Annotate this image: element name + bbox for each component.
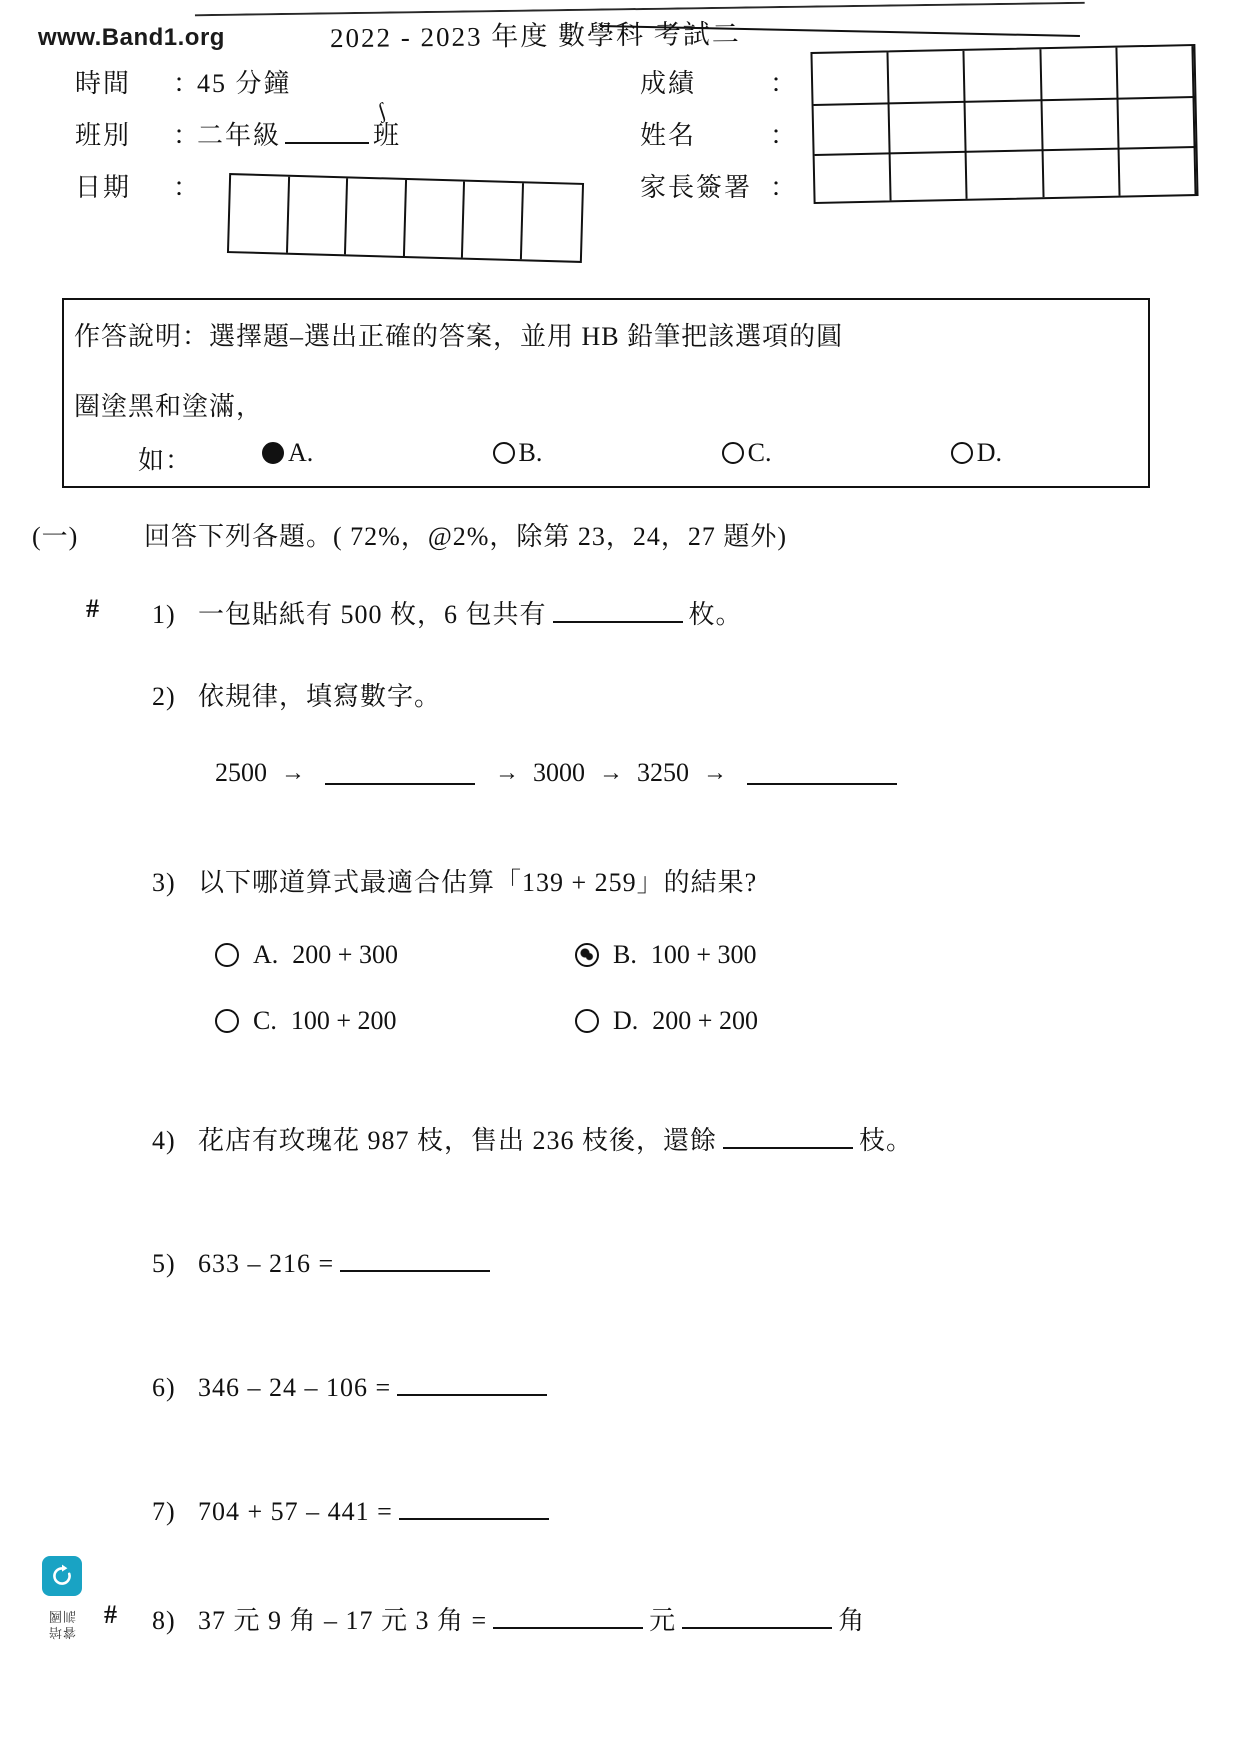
sample-bubble-options — [262, 438, 1002, 468]
question-4-answer-blank[interactable] — [723, 1125, 853, 1149]
question-3-option-d-expr: 200 + 200 — [652, 1006, 758, 1035]
arrow-right-icon: → — [703, 759, 727, 786]
seq-blank-1[interactable] — [325, 761, 475, 785]
question-3-option-row-1 — [215, 940, 935, 970]
seq-value-1: 2500 — [215, 758, 267, 787]
question-1-text-before: 一包貼紙有 500 枚，6 包共有 — [198, 600, 547, 629]
field-name-colon: ： — [770, 121, 799, 150]
question-2-sequence — [215, 758, 903, 788]
question-2-number: 2) — [152, 682, 176, 711]
question-4-number: 4) — [152, 1126, 176, 1155]
sample-option-b[interactable] — [493, 438, 543, 468]
question-3-option-d-letter: D. — [613, 1006, 639, 1035]
instruction-line-3: 如： — [138, 446, 193, 475]
section-text: 回答下列各題。( 72%，@2%，除第 23，24，27 題外) — [144, 522, 788, 551]
question-3-option-c-letter: C. — [253, 1006, 277, 1035]
field-name — [640, 110, 798, 162]
question-7 — [152, 1496, 555, 1527]
field-parent-signature-label: 家長簽署 — [640, 173, 753, 202]
question-4-text-before: 花店有玫瑰花 987 枝，售出 236 枝後，還餘 — [198, 1126, 718, 1155]
arrow-right-icon: → — [281, 759, 305, 786]
q8-hash-marker: # — [104, 1600, 117, 1629]
seq-blank-2[interactable] — [747, 761, 897, 785]
question-6-number: 6) — [152, 1373, 176, 1402]
refresh-badge[interactable] — [42, 1556, 82, 1596]
sample-option-a[interactable] — [262, 438, 313, 468]
question-3-option-b-expr: 100 + 300 — [650, 940, 757, 969]
field-time — [75, 58, 401, 110]
question-3-option-d[interactable] — [575, 1006, 935, 1036]
question-8-answer-blank-2[interactable] — [682, 1605, 832, 1629]
question-5-answer-blank[interactable] — [340, 1248, 490, 1272]
question-8-unit-1: 元 — [649, 1606, 677, 1635]
name-answer-grid[interactable] — [810, 44, 1198, 204]
sample-option-a-label: A. — [288, 438, 314, 467]
field-date-label: 日期 — [75, 173, 132, 202]
bubble-empty-icon[interactable] — [575, 1009, 599, 1033]
question-3-number: 3) — [152, 868, 176, 897]
sample-option-c[interactable] — [722, 438, 772, 468]
question-1 — [152, 594, 743, 631]
field-class-blank[interactable] — [285, 122, 369, 144]
question-3-text: 以下哪道算式最適合估算「139 + 259」的結果? — [198, 868, 758, 897]
field-score-label: 成績 — [640, 69, 697, 98]
field-parent-signature-colon: ： — [770, 173, 799, 202]
question-3-option-a-letter: A. — [253, 940, 279, 969]
field-class-suffix: 班 — [373, 121, 402, 150]
section-number: (一) — [32, 522, 79, 551]
bubble-empty-icon[interactable] — [722, 442, 744, 464]
question-6-text: 346 – 24 – 106 = — [198, 1373, 392, 1402]
question-6 — [152, 1372, 553, 1403]
field-time-colon: ： — [173, 69, 202, 98]
field-time-value: 45 分鐘 — [197, 69, 292, 98]
arrow-right-icon: → — [495, 759, 519, 786]
question-5-text: 633 – 216 = — [198, 1249, 335, 1278]
question-1-number: 1) — [152, 600, 176, 629]
sample-option-b-label: B. — [518, 438, 543, 467]
field-score — [640, 58, 798, 110]
field-score-colon: ： — [770, 69, 799, 98]
section-heading — [32, 516, 787, 553]
seq-value-3: 3250 — [637, 758, 689, 787]
question-3-options — [215, 940, 935, 1072]
question-3-option-a[interactable] — [215, 940, 575, 970]
question-3-option-b-letter: B. — [613, 940, 637, 969]
question-3 — [152, 862, 757, 899]
field-class-colon: ： — [173, 121, 202, 150]
question-6-answer-blank[interactable] — [397, 1372, 547, 1396]
refresh-icon — [49, 1563, 75, 1589]
question-8-text: 37 元 9 角 – 17 元 3 角 = — [198, 1606, 488, 1635]
question-3-option-b[interactable] — [575, 940, 935, 970]
field-name-label: 姓名 — [640, 121, 697, 150]
pen-stroke-mark: ʃ — [374, 97, 389, 124]
question-8-number: 8) — [152, 1606, 176, 1635]
watermark-text: www.Band1.org — [38, 24, 225, 51]
bubble-empty-icon[interactable] — [215, 1009, 239, 1033]
page-title: 2022 - 2023 年度 數學科 考試二 — [329, 18, 741, 54]
arrow-right-icon: → — [599, 759, 623, 786]
question-1-text-after: 枚。 — [688, 600, 743, 629]
question-8 — [152, 1600, 865, 1637]
question-5-number: 5) — [152, 1249, 176, 1278]
question-8-answer-blank-1[interactable] — [493, 1605, 643, 1629]
instruction-line-2: 圈塗黑和塗滿， — [74, 392, 264, 421]
question-4-text-after: 枝。 — [859, 1126, 914, 1155]
question-7-answer-blank[interactable] — [399, 1496, 549, 1520]
instruction-line-1: 作答說明：選擇題–選出正確的答案，並用 HB 鉛筆把該選項的圓 — [74, 322, 844, 351]
bubble-empty-icon[interactable] — [951, 442, 973, 464]
question-4 — [152, 1120, 913, 1157]
question-8-unit-2: 角 — [838, 1606, 866, 1635]
sample-option-d-label: D. — [976, 438, 1002, 467]
field-class-label: 班別 — [75, 121, 132, 150]
question-3-option-c-expr: 100 + 200 — [290, 1006, 397, 1035]
field-parent-signature — [640, 162, 798, 214]
bubble-empty-icon[interactable] — [215, 943, 239, 967]
question-2 — [152, 676, 441, 713]
question-2-text: 依規律，填寫數字。 — [198, 682, 442, 711]
q1-hash-marker: # — [86, 594, 99, 623]
bubble-filled-icon[interactable] — [262, 442, 284, 464]
field-date-colon: ： — [173, 173, 202, 202]
bubble-empty-icon[interactable] — [493, 442, 515, 464]
badge-caption: 睿培訓國 — [47, 1609, 76, 1640]
seq-value-2: 3000 — [533, 758, 585, 787]
question-5 — [152, 1248, 496, 1279]
field-time-label: 時間 — [75, 69, 132, 98]
date-answer-grid[interactable] — [227, 173, 584, 263]
sample-option-d[interactable] — [951, 438, 1002, 468]
sample-option-c-label: C. — [747, 438, 772, 467]
header-right-fields — [640, 58, 798, 214]
bubble-marked-icon[interactable] — [575, 943, 599, 967]
question-1-answer-blank[interactable] — [553, 599, 683, 623]
question-3-option-c[interactable] — [215, 1006, 575, 1036]
question-7-number: 7) — [152, 1497, 176, 1526]
question-3-option-a-expr: 200 + 300 — [292, 940, 398, 969]
question-7-text: 704 + 57 – 441 = — [198, 1497, 393, 1526]
question-3-option-row-2 — [215, 1006, 935, 1036]
field-class — [75, 110, 401, 162]
field-class-value: 二年級 — [197, 121, 282, 150]
